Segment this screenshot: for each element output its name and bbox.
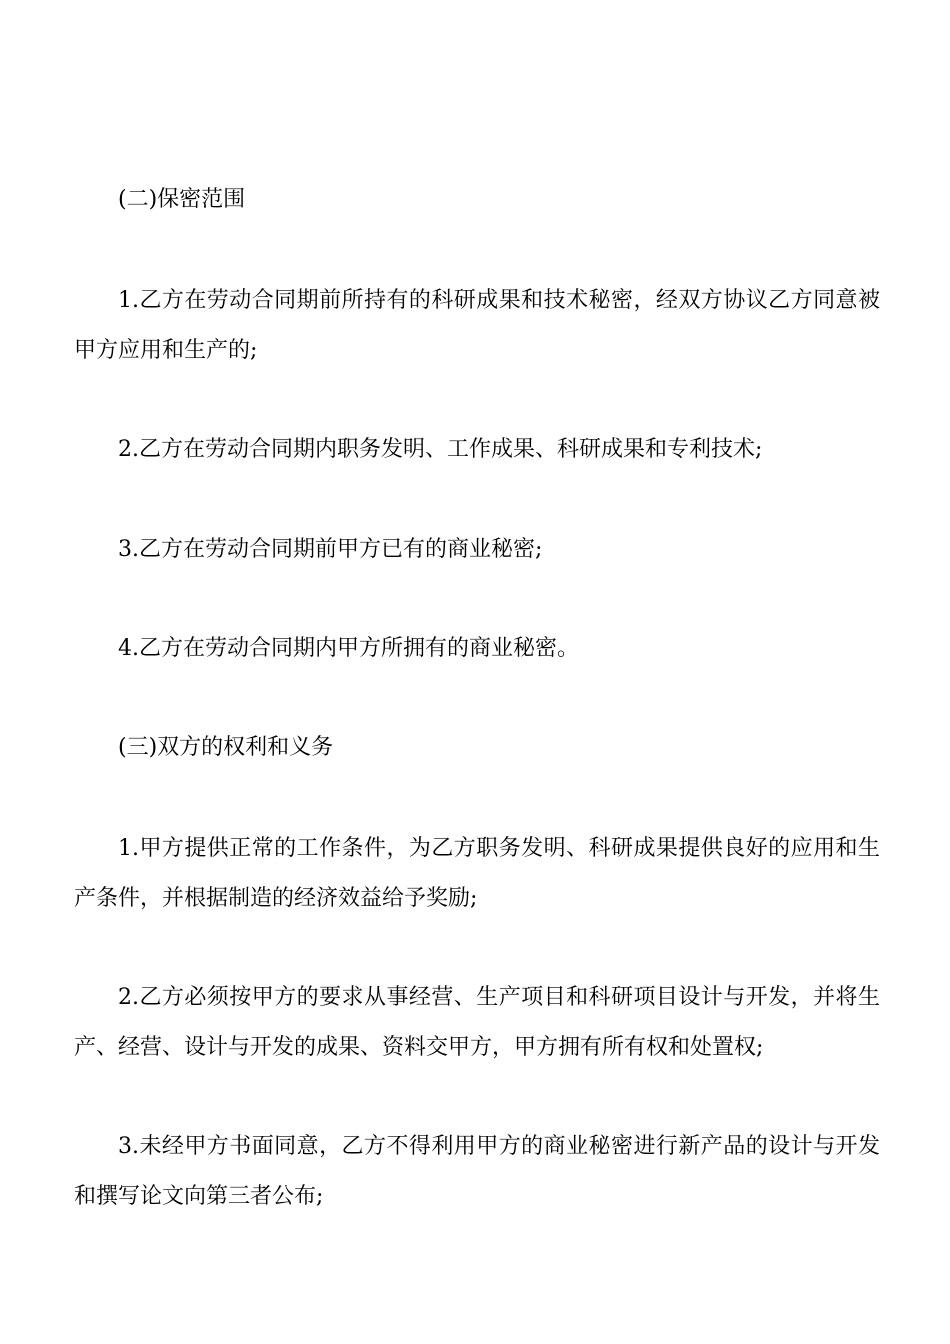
clause-paragraph: 2.乙方在劳动合同期内职务发明、工作成果、科研成果和专利技术; [118, 437, 763, 462]
clause-paragraph: 3.乙方在劳动合同期前甲方已有的商业秘密; [118, 537, 543, 562]
clause-paragraph: 1.甲方提供正常的工作条件，为乙方职务发明、科研成果提供良好的应用和生产条件，并根据制造的经济效益给予奖励; [74, 836, 880, 911]
section-heading-rights-obligations: (三)双方的权利和义务 [118, 735, 334, 760]
clause-paragraph: 2.乙方必须按甲方的要求从事经营、生产项目和科研项目设计与开发，并将生产、经营、设计与开发的成果、资料交甲方，甲方拥有所有权和处置权; [74, 985, 880, 1060]
clause-paragraph: 4.乙方在劳动合同期内甲方所拥有的商业秘密。 [118, 636, 579, 661]
clause-paragraph: 1.乙方在劳动合同期前所持有的科研成果和技术秘密，经双方协议乙方同意被甲方应用和生产的; [74, 288, 880, 363]
section-heading-confidentiality-scope: (二)保密范围 [118, 187, 246, 212]
clause-paragraph: 3.未经甲方书面同意，乙方不得利用甲方的商业秘密进行新产品的设计与开发和撰写论文向第三者公布; [74, 1134, 880, 1209]
